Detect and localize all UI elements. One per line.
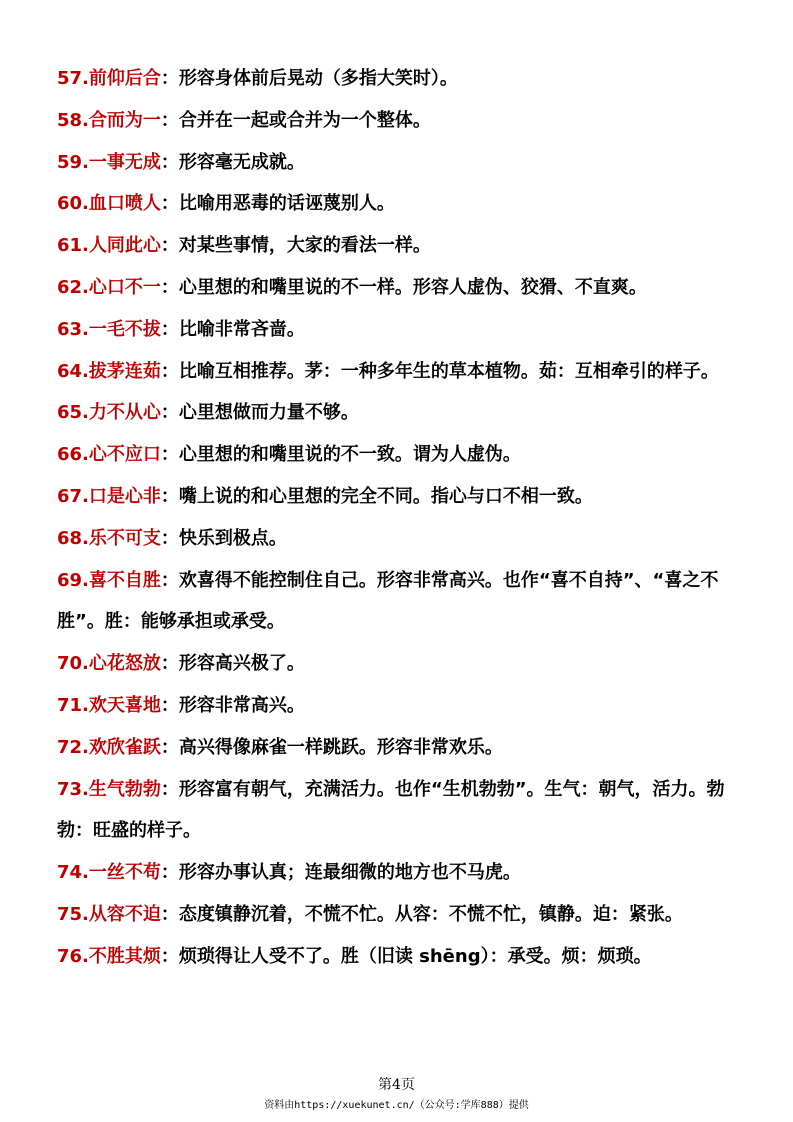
idiom-entry (57, 58, 747, 100)
idiom-entry (57, 309, 747, 351)
idiom-term: 生气勃勃 (88, 778, 161, 800)
idiom-entry (57, 392, 747, 434)
idiom-entry (57, 100, 747, 142)
idiom-entry (57, 769, 747, 853)
idiom-term: 力不从心 (88, 402, 161, 424)
idiom-term: 合而为一 (88, 109, 161, 131)
idiom-term: 乐不可支 (88, 527, 161, 549)
idiom-term: 欢欣雀跃 (88, 736, 161, 758)
idiom-definition: ：比喻互相推荐。茅：一种多年生的草本植物。茹：互相牵引的样子。 (160, 360, 719, 382)
entry-number: 69. (57, 569, 89, 591)
idiom-entry (57, 685, 747, 727)
idiom-definition: ：形容毫无成就。 (160, 151, 305, 173)
idiom-entry (57, 894, 747, 936)
idiom-entry (57, 434, 747, 476)
idiom-definition: ：比喻非常吝啬。 (160, 318, 305, 340)
idiom-term: 欢天喜地 (88, 694, 161, 716)
entry-number: 59. (57, 151, 89, 173)
idiom-definition: ：快乐到极点。 (160, 527, 287, 549)
entry-number: 61. (57, 235, 89, 257)
entry-number: 72. (57, 736, 89, 758)
idiom-definition: ：心里想的和嘴里说的不一样。形容人虚伪、狡猾、不直爽。 (160, 276, 647, 298)
idiom-entry (57, 142, 747, 184)
idiom-definition: ：嘴上说的和心里想的完全不同。指心与口不相一致。 (160, 485, 593, 507)
entry-number: 65. (57, 402, 89, 424)
entry-number: 70. (57, 653, 89, 675)
idiom-term: 喜不自胜 (88, 569, 161, 591)
idiom-definition: ：形容身体前后晃动（多指大笑时）。 (160, 68, 458, 89)
entry-number: 75. (57, 903, 89, 925)
idiom-entry (57, 643, 747, 685)
idiom-entry (57, 476, 747, 518)
idiom-definition: ：形容富有朝气，充满活力。也作“生机勃勃”。生气：朝气，活力。勃勃：旺盛的样子。 (57, 778, 725, 842)
idiom-term: 一事无成 (88, 151, 161, 173)
idiom-entry (57, 560, 747, 644)
source-credit: 资料由https://xuekunet.cn/（公众号:学库888）提供 (264, 1100, 529, 1111)
idiom-definition: ：形容非常高兴。 (160, 694, 305, 716)
entry-number: 66. (57, 444, 89, 466)
idiom-term: 心口不一 (88, 276, 161, 298)
idiom-definition: ：比喻用恶毒的话诬蔑别人。 (160, 193, 395, 215)
entry-number: 60. (57, 193, 89, 215)
entry-number: 68. (57, 527, 89, 549)
idiom-definition: ：心里想的和嘴里说的不一致。谓为人虚伪。 (160, 444, 521, 466)
entry-number: 73. (57, 778, 89, 800)
idiom-definition: ：合并在一起或合并为一个整体。 (160, 109, 431, 131)
idiom-definition: ：高兴得像麻雀一样跳跃。形容非常欢乐。 (160, 736, 503, 758)
idiom-term: 一毛不拔 (88, 318, 161, 340)
idiom-term: 不胜其烦 (88, 945, 161, 967)
idiom-entry (57, 351, 747, 393)
entry-number: 62. (57, 276, 89, 298)
entry-number: 58. (57, 109, 89, 131)
idiom-definition: ：态度镇静沉着，不慌不忙。从容：不慌不忙，镇静。迫：紧张。 (160, 903, 683, 925)
entry-number: 71. (57, 694, 89, 716)
entry-number: 74. (57, 862, 89, 884)
entry-number: 57. (57, 68, 89, 89)
entry-number: 67. (57, 485, 89, 507)
idiom-term: 一丝不苟 (88, 862, 161, 884)
idiom-term: 心花怒放 (88, 653, 161, 675)
idiom-entry (57, 267, 747, 309)
idiom-term: 血口喷人 (88, 193, 161, 215)
idiom-definition: ：形容高兴极了。 (160, 653, 305, 675)
idiom-definition: ：欢喜得不能控制住自己。形容非常高兴。也作“喜不自持”、“喜之不胜”。胜：能够承担或承受。 (57, 569, 719, 633)
idiom-entry (57, 518, 747, 560)
idiom-term: 拔茅连茹 (88, 360, 161, 382)
entry-number: 63. (57, 318, 89, 340)
idiom-term: 前仰后合 (88, 68, 161, 89)
idiom-entry (57, 183, 747, 225)
idiom-definition: ：形容办事认真；连最细微的地方也不马虎。 (160, 862, 521, 884)
idiom-entry (57, 936, 747, 978)
entry-number: 64. (57, 360, 89, 382)
idiom-entry (57, 727, 747, 769)
idiom-term: 心不应口 (88, 444, 161, 466)
entry-number: 76. (57, 945, 89, 967)
idiom-entry (57, 225, 747, 267)
idiom-definition: ：心里想做而力量不够。 (160, 402, 359, 424)
idiom-term: 从容不迫 (88, 903, 161, 925)
idiom-definition: ：烦琐得让人受不了。胜（旧读 shēng）：承受。烦：烦琐。 (160, 945, 652, 967)
idiom-list (57, 58, 747, 978)
idiom-term: 人同此心 (88, 235, 161, 257)
page-number: 第4页 (378, 1077, 415, 1093)
idiom-entry (57, 852, 747, 894)
idiom-definition: ：对某些事情，大家的看法一样。 (160, 235, 431, 257)
idiom-term: 口是心非 (88, 485, 161, 507)
